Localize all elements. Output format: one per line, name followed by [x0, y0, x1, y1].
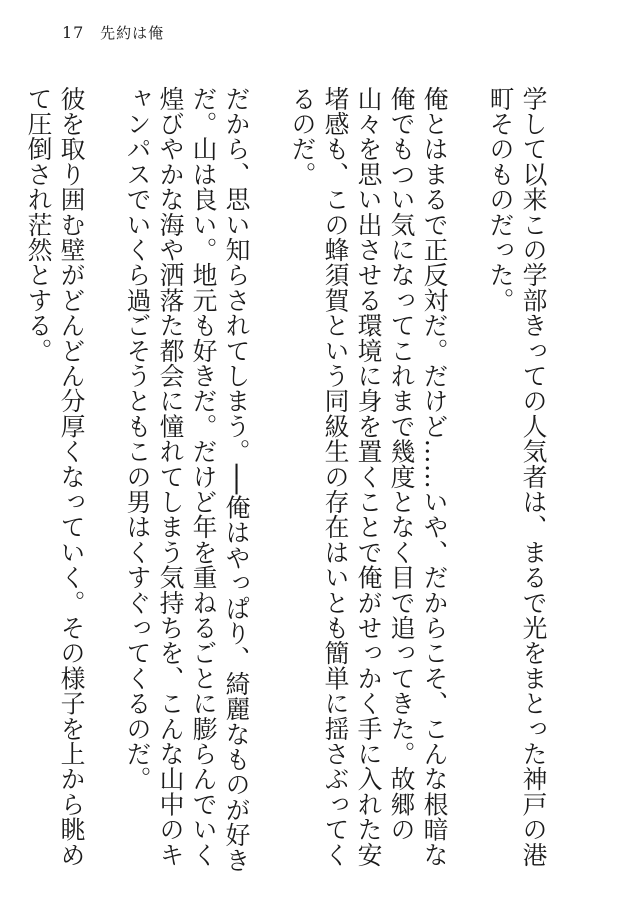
paragraph: 彼を取り囲む壁がどんどん分厚くなっていく。その様子を上から眺めて圧倒され茫然とする。 [24, 86, 86, 868]
paragraph: 学して以来この学部きっての人気者は、まるで光をまとった神戸の港町そのものだった。 [486, 86, 548, 868]
paragraph: だから、思い知らされてしまう。──俺はやっぱり、綺麗なものが好きだ。山は良い。地元も好きだ。だけど年を重ねるごとに膨らんでいく煌びやかな海や洒落た都会に憧れてしまう気持ちを、こんな山中のキャンパスでいくら過ごそうともこの男はくすぐってくるのだ。 [123, 86, 251, 873]
page-header [62, 22, 164, 43]
paragraph-spacer [253, 86, 286, 886]
running-title: 先約は俺 [100, 24, 165, 42]
body-text [24, 86, 550, 886]
paragraph-spacer [451, 86, 484, 886]
page-number: 17 [62, 23, 85, 42]
paragraph-spacer [88, 86, 121, 886]
paragraph: 俺とはまるで正反対だ。だけど……いや、だからこそ、こんな根暗な俺でもつい気になってこれまで幾度となく目で追ってきた。故郷の山々を思い出させる環境に身を置くことで俺がせっかく手に入れた安堵感も、この蜂須賀という同級生の存在はいとも簡単に揺さぶってくるのだ。 [288, 86, 449, 868]
